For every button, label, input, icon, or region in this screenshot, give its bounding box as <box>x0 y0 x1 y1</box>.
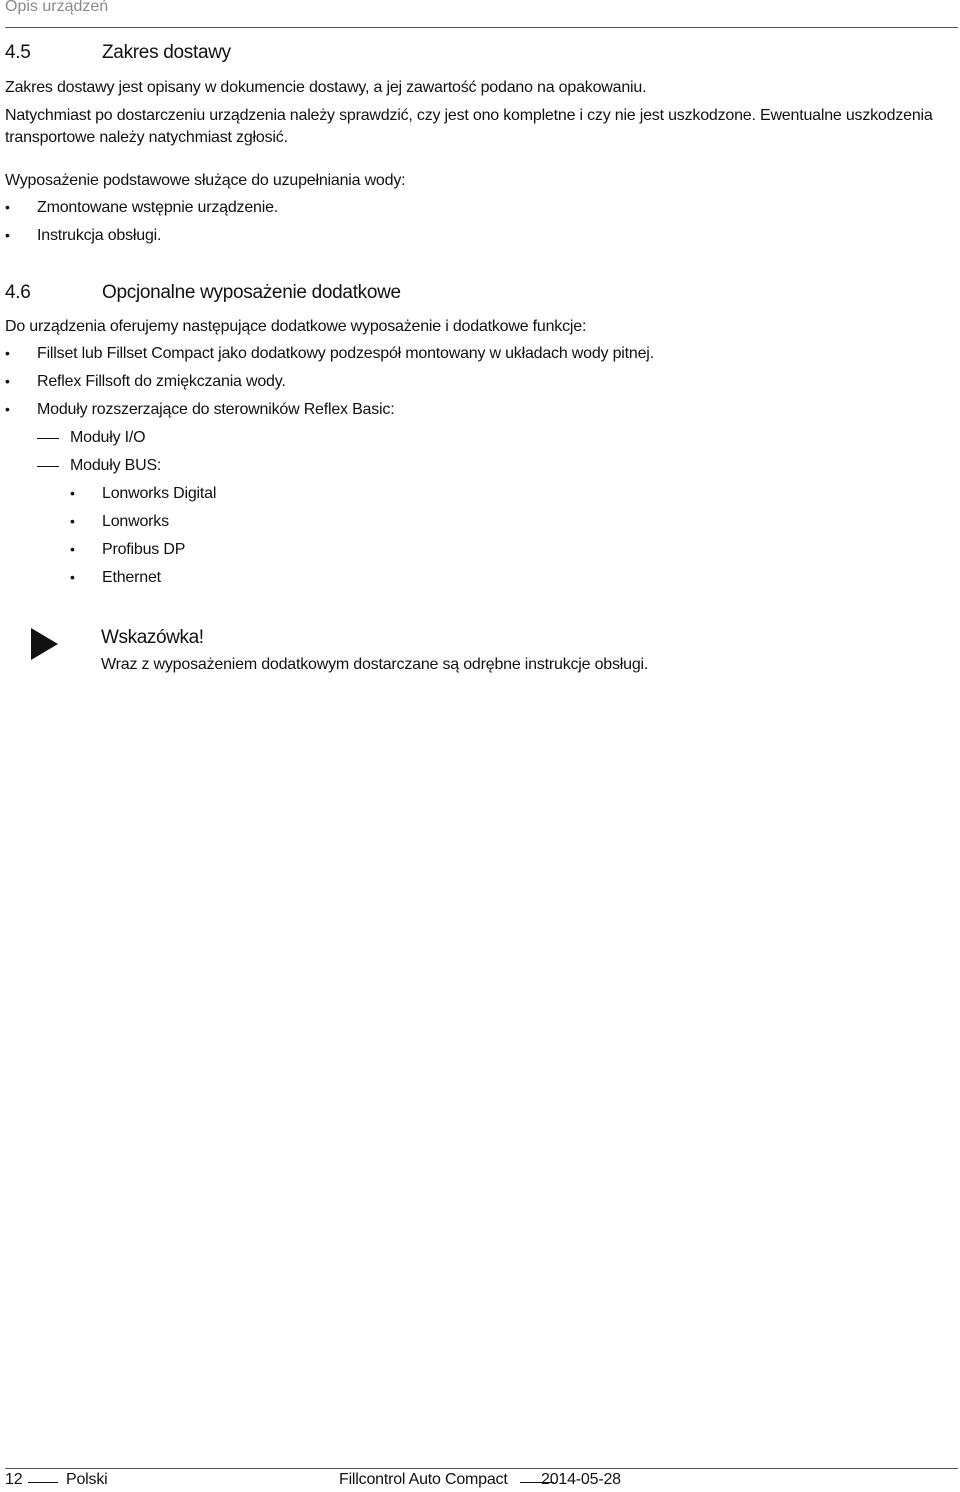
bus-list-item: Lonworks Digital <box>102 485 217 502</box>
list-item: Fillset lub Fillset Compact jako dodatkowy podzespół montowany w układach wody pitnej. <box>37 345 654 362</box>
note-text: Wraz z wyposażeniem dodatkowym dostarczane są odrębne instrukcje obsługi. <box>101 656 649 673</box>
footer-dash <box>28 1482 58 1483</box>
section-number: 4.6 <box>5 282 31 303</box>
footer-divider <box>5 1468 958 1469</box>
footer-page-number: 12 <box>5 1471 23 1488</box>
sub-list-item: Moduły I/O <box>70 429 146 446</box>
section-heading-4-5 <box>5 42 231 64</box>
header-divider <box>5 27 958 28</box>
bullet-icon: • <box>70 569 75 585</box>
bullet-icon: • <box>70 541 75 557</box>
section-heading-4-6 <box>5 282 401 304</box>
footer-product: Fillcontrol Auto Compact <box>339 1471 508 1488</box>
list-item: Reflex Fillsoft do zmiękczania wody. <box>37 373 286 390</box>
paragraph: Zakres dostawy jest opisany w dokumencie dostawy, a jej zawartość podano na opakowaniu. <box>5 79 647 96</box>
bullet-icon: • <box>5 401 10 417</box>
section-title: Zakres dostawy <box>102 42 231 63</box>
dash-icon <box>37 438 59 439</box>
section-number: 4.5 <box>5 42 31 63</box>
bullet-icon: • <box>5 227 10 243</box>
paragraph: Do urządzenia oferujemy następujące dodatkowe wyposażenie i dodatkowe funkcje: <box>5 318 587 335</box>
list-item: Zmontowane wstępnie urządzenie. <box>37 199 279 216</box>
arrow-right-icon <box>31 628 58 660</box>
footer-language: Polski <box>66 1471 108 1488</box>
section-title: Opcjonalne wyposażenie dodatkowe <box>102 282 401 303</box>
bullet-icon: • <box>70 485 75 501</box>
paragraph: transportowe należy natychmiast zgłosić. <box>5 129 288 146</box>
list-item: Instrukcja obsługi. <box>37 227 162 244</box>
paragraph: Natychmiast po dostarczeniu urządzenia należy sprawdzić, czy jest ono kompletne i czy nie jest uszkodzone. Ewentualne uszkodzenia <box>5 107 933 124</box>
bus-list-item: Profibus DP <box>102 541 186 558</box>
sub-list-item: Moduły BUS: <box>70 457 162 474</box>
bullet-icon: • <box>5 199 10 215</box>
bus-list-item: Lonworks <box>102 513 169 530</box>
bullet-icon: • <box>70 513 75 529</box>
footer-date: 2014-05-28 <box>541 1471 621 1488</box>
bullet-icon: • <box>5 345 10 361</box>
dash-icon <box>37 466 59 467</box>
paragraph: Wyposażenie podstawowe służące do uzupełniania wody: <box>5 172 406 189</box>
list-item: Moduły rozszerzające do sterowników Reflex Basic: <box>37 401 395 418</box>
bullet-icon: • <box>5 373 10 389</box>
note-title: Wskazówka! <box>101 627 204 648</box>
page-header-title: Opis urządzeń <box>5 0 109 15</box>
bus-list-item: Ethernet <box>102 569 161 586</box>
